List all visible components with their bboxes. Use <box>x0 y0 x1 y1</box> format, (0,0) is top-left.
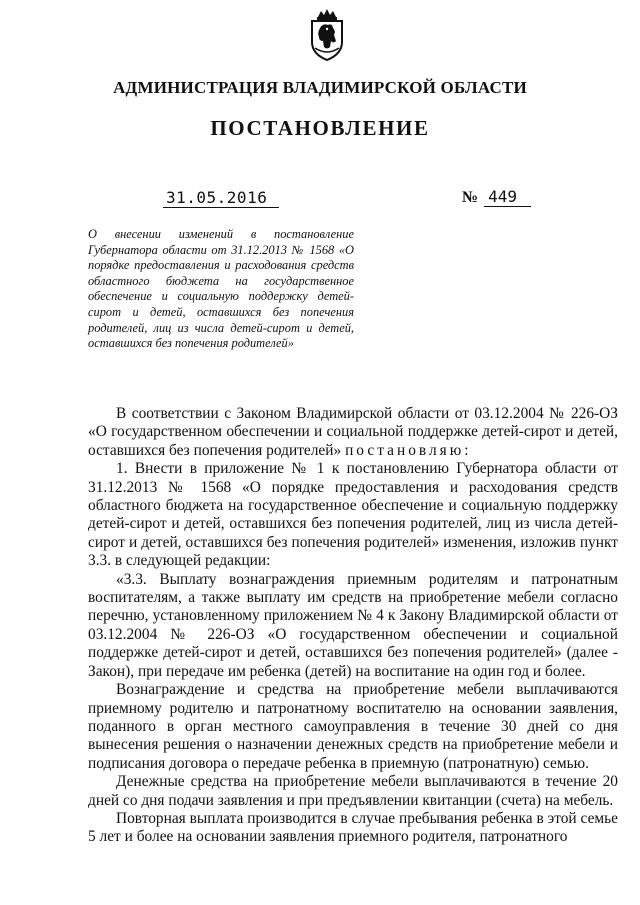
document-number <box>462 187 531 207</box>
number-label: № <box>462 189 479 206</box>
number-value: 449 <box>484 187 531 207</box>
organization-title: АДМИНИСТРАЦИЯ ВЛАДИМИРСКОЙ ОБЛАСТИ <box>113 78 527 97</box>
item-1-paragraph: 1. Внести в приложение № 1 к постановлению Губернатора области от 31.12.2013 № 1568 «О порядке предоставления и расходования средств областного бюджета на государственное обеспечение и социальную поддержку детей-сирот и детей, оставшихся без попечения родителей, лиц из числа детей-сирот и детей, оставшихся без попечения родителей» изменения, изложив пункт 3.3. в следующей редакции: <box>88 460 618 570</box>
repeat-payment-paragraph: Повторная выплата производится в случае пребывания ребенка в этой семье 5 лет и более на основании заявления приемного родителя, патронатного <box>88 809 618 846</box>
preamble-paragraph <box>88 405 618 460</box>
preamble-text: В соответствии с Законом Владимирской области от 03.12.2004 № 226-ОЗ «О государственном обеспечении и социальной поддержке детей-сирот и детей, оставшихся без попечения родителей» <box>88 405 618 459</box>
document-date: 31.05.2016 <box>163 188 279 208</box>
document-type: ПОСТАНОВЛЕНИЕ <box>210 116 430 140</box>
document-subject: О внесении изменений в постановление Губернатора области от 31.12.2013 № 1568 «О порядке предоставления и расходования средств областного бюджета на государственное обеспечение и социальную поддержку детей-сирот и детей, оставшихся без попечения родителей, лиц из числа детей-сирот и детей, оставшихся без попечения родителей» <box>88 227 354 351</box>
payment-term-paragraph: Денежные средства на приобретение мебели выплачиваются в течение 20 дней со дня подачи заявления и при предъявлении квитанции (счета) на мебель. <box>88 773 618 809</box>
quoted-clause-paragraph: «3.3. Выплату вознаграждения приемным родителям и патронатным воспитателям, а также выплату им средств на приобретение мебели согласно перечню, установленному приложением № 4 к Закону Владимирской области от 03.12.2004 № 226-ОЗ «О государственном обеспечении и социальной поддержке детей-сирот и детей, оставшихся без попечения родителей» (далее - Закон), при передаче им ребенка (детей) на воспитание на один год и более. <box>88 570 618 680</box>
document-body <box>88 405 618 847</box>
coat-of-arms-icon <box>306 8 348 62</box>
remuneration-paragraph: Вознаграждение и средства на приобретение мебели выплачиваются приемному родителю и патронатному воспитателю на основании заявления, поданного в орган местного самоуправления в течение 30 дней со дня вынесения решения о назначении денежных средств на приобретение мебели и подписания договора о передаче ребенка в приемную (патронатную) семью. <box>88 681 618 772</box>
resolve-word: постановляю: <box>345 441 472 459</box>
